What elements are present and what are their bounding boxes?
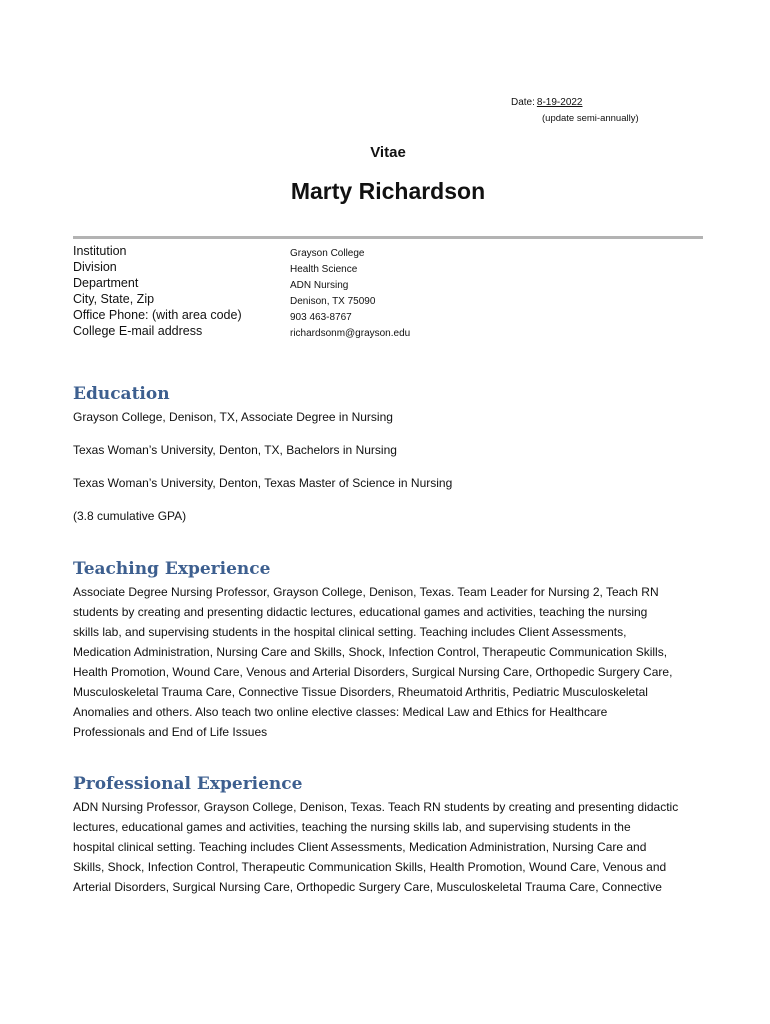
date-label: Date: (511, 97, 535, 108)
info-value-division: Health Science (290, 264, 358, 275)
teaching-line: Medication Administration, Nursing Care and Skills, Shock, Infection Control, Therapeutic Communication Skills, (73, 645, 668, 659)
teaching-heading: Teaching Experience (73, 559, 271, 579)
education-item: Texas Woman’s University, Denton, Texas Master of Science in Nursing (73, 476, 453, 490)
info-value-institution: Grayson College (290, 248, 365, 259)
info-value-office-phone: 903 463-8767 (290, 312, 352, 323)
professional-line: hospital clinical setting. Teaching includes Client Assessments, Medication Administration, Nursing Care and (73, 840, 647, 854)
info-value-department: ADN Nursing (290, 280, 349, 291)
teaching-line: Musculoskeletal Trauma Care, Connective Tissue Disorders, Rheumatoid Arthritis, Pediatric Musculoskeletal (73, 685, 648, 699)
date-note: (update semi-annually) (542, 113, 639, 124)
education-heading: Education (73, 384, 170, 404)
professional-heading: Professional Experience (73, 774, 303, 794)
professional-line: lectures, educational games and activities, teaching the nursing skills lab, and supervising students in the (73, 820, 631, 834)
info-label-department: Department (73, 276, 139, 290)
teaching-paragraph (73, 582, 713, 742)
info-label-office-phone: Office Phone: (with area code) (73, 308, 242, 322)
info-label-email: College E-mail address (73, 324, 203, 338)
info-label-division: Division (73, 260, 117, 274)
teaching-line: Anomalies and others. Also teach two online elective classes: Medical Law and Ethics for Healthcare (73, 705, 608, 719)
education-item: Texas Woman’s University, Denton, TX, Bachelors in Nursing (73, 443, 397, 457)
teaching-line: Associate Degree Nursing Professor, Grayson College, Denison, Texas. Team Leader for Nursing 2, Teach RN (73, 585, 659, 599)
professional-line: Arterial Disorders, Surgical Nursing Care, Orthopedic Surgery Care, Musculoskeletal Trauma Care, Connective (73, 880, 662, 894)
header-divider (73, 236, 703, 239)
teaching-line: students by creating and presenting didactic lectures, educational games and activities, teaching the nursing (73, 605, 648, 619)
teaching-line: Professionals and End of Life Issues (73, 725, 268, 739)
info-label-institution: Institution (73, 244, 127, 258)
info-labels (73, 243, 242, 339)
person-name: Marty Richardson (290, 178, 486, 204)
teaching-line: Health Promotion, Wound Care, Venous and Arterial Disorders, Surgical Nursing Care, Orthopedic Surgery Care, (73, 665, 673, 679)
info-label-city-state-zip: City, State, Zip (73, 292, 155, 306)
date-value: 8-19-2022 (536, 97, 583, 108)
professional-line: ADN Nursing Professor, Grayson College, Denison, Texas. Teach RN students by creating and presenting didactic (73, 800, 679, 814)
info-value-city-state-zip: Denison, TX 75090 (290, 296, 376, 307)
education-gpa: (3.8 cumulative GPA) (73, 509, 187, 523)
info-value-email: richardsonm@grayson.edu (290, 328, 411, 339)
info-values (290, 246, 410, 342)
education-item: Grayson College, Denison, TX, Associate Degree in Nursing (73, 410, 393, 424)
teaching-line: skills lab, and supervising students in the hospital clinical setting. Teaching includes Client Assessments, (73, 625, 627, 639)
professional-paragraph (73, 797, 713, 897)
date-line (511, 97, 597, 108)
document-title: Vitae (370, 144, 406, 161)
professional-line: Skills, Shock, Infection Control, Therapeutic Communication Skills, Health Promotion, Wound Care, Venous and (73, 860, 667, 874)
